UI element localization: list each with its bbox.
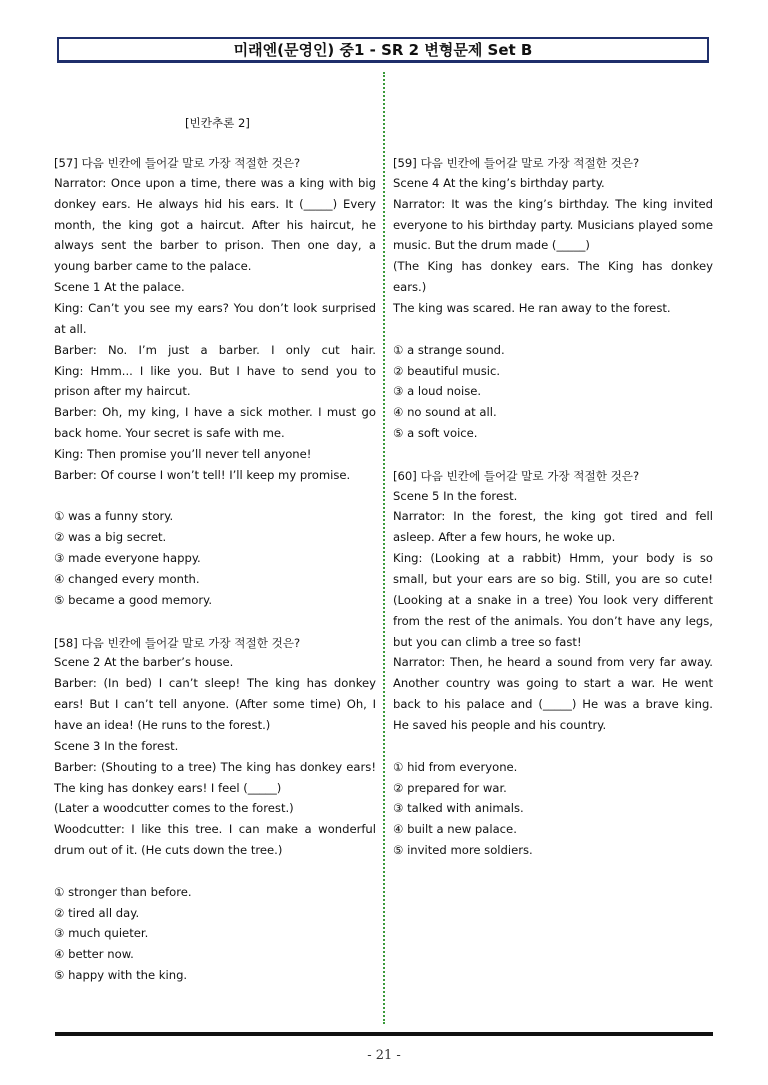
text-line: ③ much quieter. bbox=[54, 926, 149, 941]
text-line: at all. bbox=[54, 321, 87, 336]
text-line: ④ no sound at all. bbox=[393, 405, 497, 420]
text-line: ⑤ invited more soldiers. bbox=[393, 843, 533, 858]
text-line: ⑤ a soft voice. bbox=[393, 426, 478, 441]
text-line: prison after my haircut. bbox=[54, 384, 191, 399]
text-line: Narrator: It was the king’s birthday. The king invited bbox=[393, 196, 713, 211]
text-line: Another country was going to start a war. He went bbox=[393, 676, 713, 691]
text-line: small, but your ears are so big. Still, you are so cute! bbox=[393, 572, 713, 586]
text-line: Narrator: Once upon a time, there was a king with big bbox=[54, 175, 376, 190]
text-line: [60] 다음 빈칸에 들어갈 말로 가장 적절한 것은? bbox=[393, 468, 640, 483]
text-line: ② was a big secret. bbox=[54, 530, 167, 545]
text-line: everyone to his birthday party. Musicians played some bbox=[393, 217, 713, 232]
header-title: 미래엔(문영인) 중1 - SR 2 변형문제 Set B bbox=[233, 41, 533, 59]
text-line: donkey ears. He always hid his ears. It (_____) Every bbox=[54, 196, 376, 211]
text-line: back home. Your secret is safe with me. bbox=[54, 426, 285, 441]
column-divider bbox=[383, 72, 385, 1024]
text-line: Barber: No. I’m just a barber. I only cut hair. bbox=[54, 342, 376, 357]
text-line: ③ made everyone happy. bbox=[54, 551, 201, 566]
text-line: ① hid from everyone. bbox=[393, 759, 518, 774]
text-line: Scene 1 At the palace. bbox=[54, 280, 185, 295]
text-line: but you can climb a tree so fast! bbox=[393, 634, 582, 649]
text-line: (The King has donkey ears. The King has donkey bbox=[393, 259, 713, 274]
text-line: Woodcutter: I like this tree. I can make a wonderful bbox=[54, 822, 376, 837]
text-line: ⑤ happy with the king. bbox=[54, 968, 188, 983]
text-line: ① stronger than before. bbox=[54, 884, 192, 899]
text-line: month, the king got a haircut. After his haircut, he bbox=[54, 217, 376, 232]
page-header bbox=[57, 37, 709, 63]
text-line: Barber: Oh, my king, I have a sick mother. I must go bbox=[54, 405, 376, 420]
text-line: drum out of it. (He cuts down the tree.) bbox=[54, 843, 283, 858]
text-line: Scene 5 In the forest. bbox=[393, 488, 518, 503]
text-line: back to his palace and (_____) He was a brave king. bbox=[393, 697, 713, 712]
text-line: [57] 다음 빈칸에 들어갈 말로 가장 적절한 것은? bbox=[54, 156, 301, 170]
text-line: ① a strange sound. bbox=[393, 342, 505, 357]
text-line: The king has donkey ears! I feel (_____) bbox=[54, 780, 282, 795]
text-line: have an idea! (He runs to the forest.) bbox=[54, 717, 271, 732]
text-line: ears! But I can’t tell anyone. (After some time) Oh, I bbox=[54, 697, 376, 712]
text-line: [58] 다음 빈칸에 들어갈 말로 가장 적절한 것은? bbox=[54, 635, 301, 650]
text-line: Scene 4 At the king’s birthday party. bbox=[393, 175, 605, 190]
text-line: Barber: (In bed) I can’t sleep! The king has donkey bbox=[54, 676, 376, 691]
page-number: - 21 - bbox=[367, 1048, 401, 1063]
text-line: ears.) bbox=[393, 280, 427, 295]
text-line: Scene 3 In the forest. bbox=[54, 738, 179, 753]
text-line: ④ changed every month. bbox=[54, 572, 200, 586]
text-line: Narrator: Then, he heard a sound from very far away. bbox=[393, 655, 713, 670]
text-line: King: (Looking at a rabbit) Hmm, your body is so bbox=[393, 551, 713, 566]
text-line: Barber: Of course I won’t tell! I’ll keep my promise. bbox=[54, 467, 351, 482]
text-line: King: Hmm... I like you. But I have to send you to bbox=[54, 363, 376, 378]
text-line: ② beautiful music. bbox=[393, 363, 501, 378]
text-line: ③ a loud noise. bbox=[393, 384, 482, 399]
footer-rule bbox=[55, 1032, 713, 1036]
text-line: Barber: (Shouting to a tree) The king has donkey ears! bbox=[54, 759, 376, 774]
text-line: [59] 다음 빈칸에 들어갈 말로 가장 적절한 것은? bbox=[393, 156, 640, 170]
text-line: music. But the drum made (_____) bbox=[393, 238, 590, 253]
text-line: (Looking at a snake in a tree) You look very different bbox=[393, 592, 713, 607]
text-line: asleep. After a few hours, he woke up. bbox=[393, 530, 616, 545]
text-line: ② tired all day. bbox=[54, 905, 140, 920]
text-line: ② prepared for war. bbox=[393, 780, 507, 795]
text-line: ① was a funny story. bbox=[54, 509, 174, 524]
text-line: always sent the barber to prison. Then one day, a bbox=[54, 238, 376, 253]
text-line: King: Then promise you’ll never tell anyone! bbox=[54, 446, 312, 461]
text-line: Scene 2 At the barber’s house. bbox=[54, 655, 234, 670]
text-line: ③ talked with animals. bbox=[393, 801, 524, 816]
text-line: ④ better now. bbox=[54, 947, 134, 962]
text-line: He saved his people and his country. bbox=[393, 717, 607, 732]
text-line: King: Can’t you see my ears? You don’t look surprised bbox=[54, 300, 376, 315]
text-line: Narrator: In the forest, the king got tired and fell bbox=[393, 509, 713, 524]
text-line: (Later a woodcutter comes to the forest.) bbox=[54, 801, 294, 816]
text-line: The king was scared. He ran away to the forest. bbox=[393, 300, 671, 315]
section-label: [빈칸추론 2] bbox=[185, 116, 250, 130]
text-line: from the rest of the animals. You don’t have any legs, bbox=[393, 613, 713, 628]
text-line: ⑤ became a good memory. bbox=[54, 592, 213, 607]
text-line: ④ built a new palace. bbox=[393, 822, 517, 837]
text-line: young barber came to the palace. bbox=[54, 259, 252, 274]
